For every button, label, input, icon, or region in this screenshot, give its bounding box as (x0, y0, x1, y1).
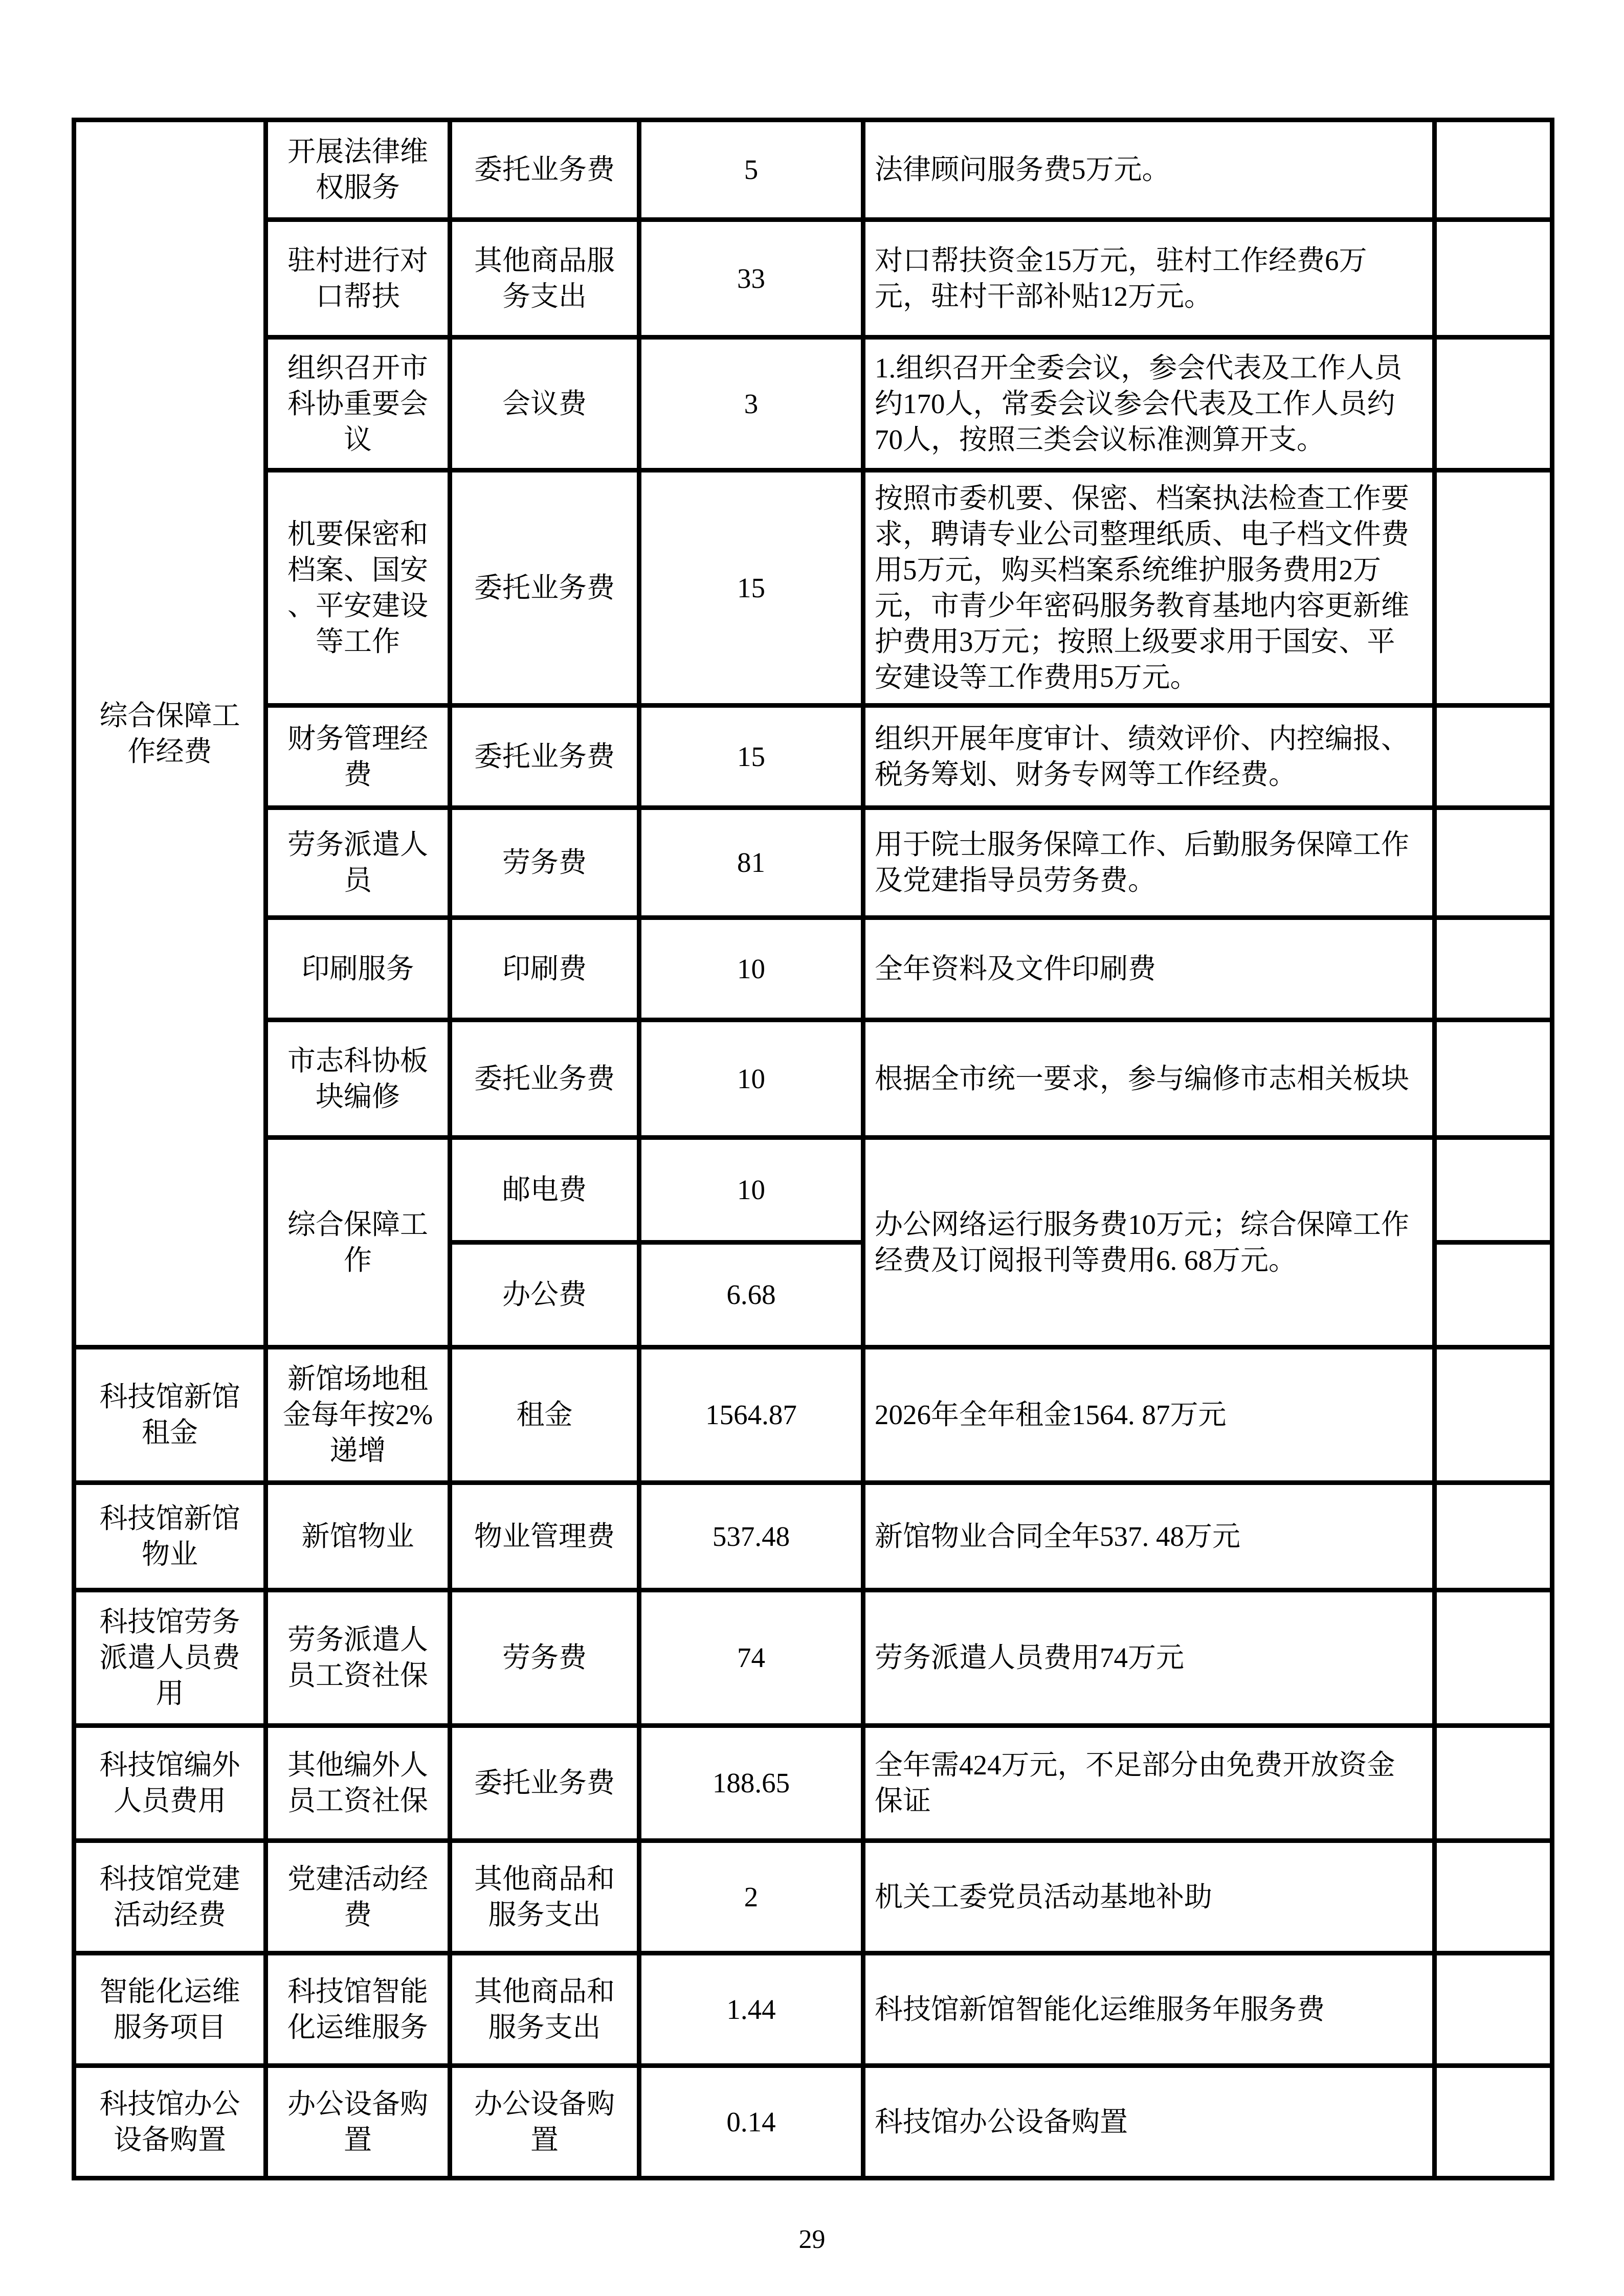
cell-amount: 6.68 (639, 1243, 863, 1347)
table-row (74, 1020, 1552, 1138)
cell-note (1435, 337, 1552, 470)
cell-note (1435, 1347, 1552, 1483)
table-row (74, 2066, 1552, 2178)
cell-note (1435, 120, 1552, 220)
cell-category: 科技馆新馆租金 (74, 1347, 266, 1483)
cell-amount: 0.14 (639, 2066, 863, 2178)
cell-expense-type: 委托业务费 (450, 120, 639, 220)
cell-category: 科技馆编外人员费用 (74, 1726, 266, 1841)
cell-description: 用于院士服务保障工作、后勤服务保障工作及党建指导员劳务费。 (863, 808, 1435, 918)
cell-amount: 2 (639, 1841, 863, 1953)
cell-amount: 1.44 (639, 1953, 863, 2066)
cell-expense-type: 办公费 (450, 1243, 639, 1347)
cell-expense-type: 邮电费 (450, 1138, 639, 1243)
cell-amount: 15 (639, 470, 863, 706)
cell-note (1435, 1841, 1552, 1953)
cell-expense-type: 其他商品服务支出 (450, 220, 639, 337)
table-row (74, 1726, 1552, 1841)
cell-expense-type: 委托业务费 (450, 1726, 639, 1841)
cell-description: 办公网络运行服务费10万元；综合保障工作经费及订阅报刊等费用6. 68万元。 (863, 1138, 1435, 1347)
table-row (74, 1138, 1552, 1243)
cell-category: 科技馆办公设备购置 (74, 2066, 266, 2178)
cell-item: 开展法律维权服务 (266, 120, 450, 220)
cell-description: 科技馆新馆智能化运维服务年服务费 (863, 1953, 1435, 2066)
table-row (74, 337, 1552, 470)
cell-item: 党建活动经费 (266, 1841, 450, 1953)
cell-expense-type: 会议费 (450, 337, 639, 470)
cell-amount: 1564.87 (639, 1347, 863, 1483)
cell-amount: 5 (639, 120, 863, 220)
cell-description: 2026年全年租金1564. 87万元 (863, 1347, 1435, 1483)
cell-note (1435, 220, 1552, 337)
table-row (74, 918, 1552, 1020)
cell-item: 其他编外人员工资社保 (266, 1726, 450, 1841)
cell-item: 财务管理经费 (266, 706, 450, 808)
cell-category: 科技馆党建活动经费 (74, 1841, 266, 1953)
cell-note (1435, 1726, 1552, 1841)
cell-description: 劳务派遣人员费用74万元 (863, 1590, 1435, 1726)
cell-expense-type: 印刷费 (450, 918, 639, 1020)
cell-description: 法律顾问服务费5万元。 (863, 120, 1435, 220)
cell-amount: 537.48 (639, 1483, 863, 1590)
table-row (74, 1953, 1552, 2066)
cell-note (1435, 2066, 1552, 2178)
cell-amount: 10 (639, 1138, 863, 1243)
cell-amount: 10 (639, 918, 863, 1020)
cell-item: 组织召开市科协重要会议 (266, 337, 450, 470)
cell-note (1435, 1953, 1552, 2066)
table-row (74, 1841, 1552, 1953)
table-row (74, 1347, 1552, 1483)
cell-note (1435, 706, 1552, 808)
cell-note (1435, 1243, 1552, 1347)
cell-item: 办公设备购置 (266, 2066, 450, 2178)
cell-description: 全年需424万元，不足部分由免费开放资金保证 (863, 1726, 1435, 1841)
cell-description: 机关工委党员活动基地补助 (863, 1841, 1435, 1953)
cell-description: 根据全市统一要求，参与编修市志相关板块 (863, 1020, 1435, 1138)
table-row (74, 1483, 1552, 1590)
cell-amount: 33 (639, 220, 863, 337)
cell-note (1435, 1138, 1552, 1243)
cell-item: 综合保障工作 (266, 1138, 450, 1347)
cell-expense-type: 其他商品和服务支出 (450, 1953, 639, 2066)
cell-amount: 188.65 (639, 1726, 863, 1841)
table-row (74, 470, 1552, 706)
cell-item: 新馆物业 (266, 1483, 450, 1590)
budget-table (72, 118, 1554, 2180)
cell-item: 劳务派遣人员 (266, 808, 450, 918)
cell-note (1435, 470, 1552, 706)
cell-category: 科技馆新馆物业 (74, 1483, 266, 1590)
cell-item: 印刷服务 (266, 918, 450, 1020)
cell-note (1435, 918, 1552, 1020)
cell-expense-type: 劳务费 (450, 1590, 639, 1726)
cell-amount: 81 (639, 808, 863, 918)
cell-item: 新馆场地租金每年按2%递增 (266, 1347, 450, 1483)
cell-category: 智能化运维服务项目 (74, 1953, 266, 2066)
cell-item: 科技馆智能化运维服务 (266, 1953, 450, 2066)
table-row (74, 120, 1552, 220)
cell-description: 科技馆办公设备购置 (863, 2066, 1435, 2178)
cell-note (1435, 1483, 1552, 1590)
cell-expense-type: 委托业务费 (450, 470, 639, 706)
cell-amount: 3 (639, 337, 863, 470)
table-row (74, 220, 1552, 337)
cell-description: 按照市委机要、保密、档案执法检查工作要求，聘请专业公司整理纸质、电子档文件费用5万元，购买档案系统维护服务费用2万元，市青少年密码服务教育基地内容更新维护费用3万元；按照上级要求用于国安、平安建设等工作费用5万元。 (863, 470, 1435, 706)
cell-expense-type: 其他商品和服务支出 (450, 1841, 639, 1953)
cell-expense-type: 委托业务费 (450, 706, 639, 808)
cell-amount: 15 (639, 706, 863, 808)
table-row (74, 1590, 1552, 1726)
cell-item: 机要保密和档案、国安、平安建设等工作 (266, 470, 450, 706)
cell-item: 驻村进行对口帮扶 (266, 220, 450, 337)
cell-expense-type: 委托业务费 (450, 1020, 639, 1138)
cell-note (1435, 1020, 1552, 1138)
cell-amount: 10 (639, 1020, 863, 1138)
cell-description: 新馆物业合同全年537. 48万元 (863, 1483, 1435, 1590)
table-row (74, 808, 1552, 918)
cell-description: 1.组织召开全委会议，参会代表及工作人员约170人，常委会议参会代表及工作人员约70人，按照三类会议标准测算开支。 (863, 337, 1435, 470)
cell-item: 劳务派遣人员工资社保 (266, 1590, 450, 1726)
cell-expense-type: 租金 (450, 1347, 639, 1483)
cell-description: 对口帮扶资金15万元，驻村工作经费6万元，驻村干部补贴12万元。 (863, 220, 1435, 337)
cell-expense-type: 办公设备购置 (450, 2066, 639, 2178)
cell-note (1435, 1590, 1552, 1726)
cell-item: 市志科协板块编修 (266, 1020, 450, 1138)
cell-description: 组织开展年度审计、绩效评价、内控编报、税务筹划、财务专网等工作经费。 (863, 706, 1435, 808)
table-row (74, 706, 1552, 808)
cell-expense-type: 劳务费 (450, 808, 639, 918)
cell-expense-type: 物业管理费 (450, 1483, 639, 1590)
cell-amount: 74 (639, 1590, 863, 1726)
cell-category: 综合保障工作经费 (74, 120, 266, 1347)
cell-category: 科技馆劳务派遣人员费用 (74, 1590, 266, 1726)
page-number: 29 (798, 2225, 826, 2254)
cell-description: 全年资料及文件印刷费 (863, 918, 1435, 1020)
cell-note (1435, 808, 1552, 918)
